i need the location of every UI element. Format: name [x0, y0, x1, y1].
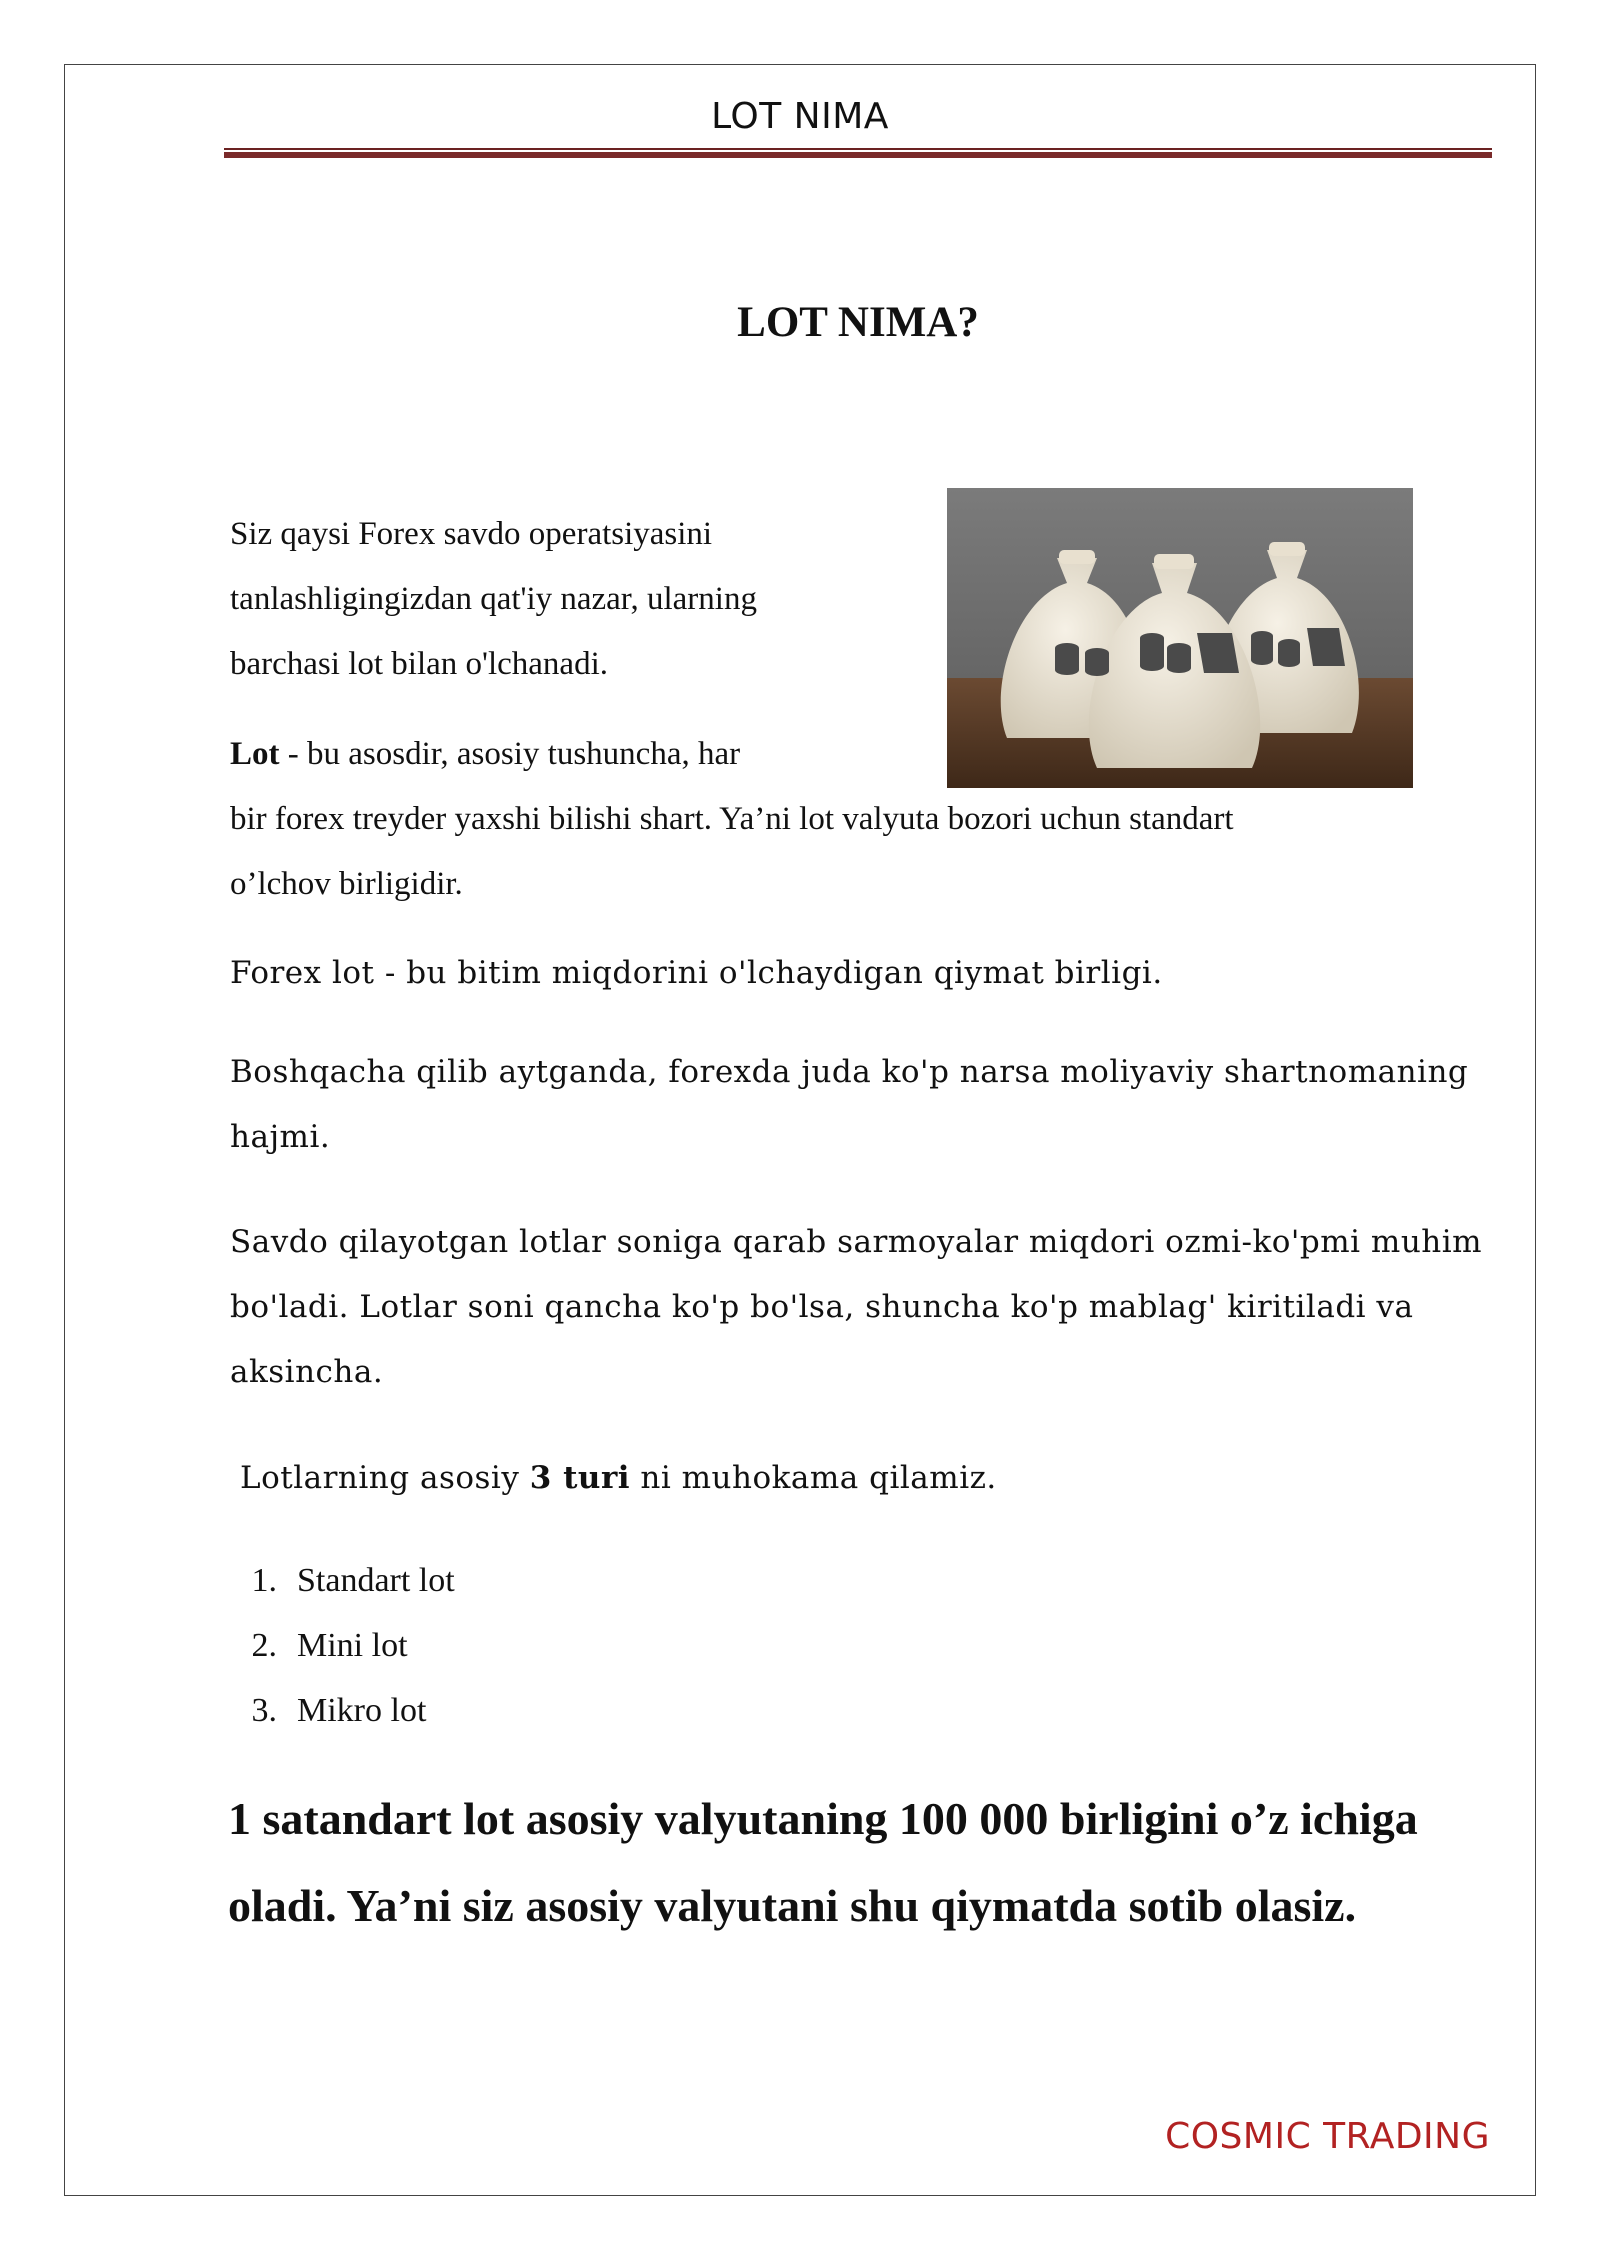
other-words-line-2: hajmi. [230, 1119, 331, 1155]
money-bags-image [947, 488, 1413, 788]
standard-lot-note [228, 1775, 1528, 1949]
list-label: Standart lot [297, 1562, 455, 1599]
lot-definition-rest: - bu asosdir, asosiy tushuncha, har [279, 736, 741, 772]
header-rule [224, 148, 1492, 158]
header-rule-thick [224, 152, 1492, 158]
intro-paragraph [230, 502, 757, 697]
standard-lot-note-line-2: oladi. Ya’ni siz asosiy valyutani shu qiymatda sotib olasiz. [228, 1880, 1357, 1931]
list-number: 3. [251, 1692, 277, 1729]
list-label: Mikro lot [297, 1692, 427, 1729]
list-label: Mini lot [297, 1627, 408, 1664]
list-item [227, 1548, 455, 1613]
other-words-line-1: Boshqacha qilib aytganda, forexda juda ko'p narsa moliyaviy shartnomaning [230, 1054, 1469, 1090]
intro-line-2: tanlashligingizdan qat'iy nazar, ularning [230, 581, 757, 617]
trading-line-2: bo'ladi. Lotlar soni qancha ko'p bo'lsa, shuncha ko'p mablag' kiritiladi va [230, 1289, 1414, 1325]
lot-types-list [227, 1548, 455, 1743]
intro-line-3: barchasi lot bilan o'lchanadi. [230, 646, 608, 682]
lot-definition-line-2: bir forex treyder yaxshi bilishi shart. Ya’ni lot valyuta bozori uchun standart [230, 801, 1234, 837]
lot-definition-line-3: o’lchov birligidir. [230, 866, 463, 902]
list-item [227, 1613, 455, 1678]
footer-brand: COSMIC TRADING [1165, 2116, 1490, 2157]
types-intro [240, 1460, 997, 1496]
list-number: 2. [251, 1627, 277, 1664]
list-item [227, 1678, 455, 1743]
trading-line-3: aksincha. [230, 1354, 384, 1390]
forex-lot-paragraph: Forex lot - bu bitim miqdorini o'lchaydigan qiymat birligi. [230, 955, 1163, 991]
lot-term: Lot [230, 736, 280, 772]
other-words-paragraph [230, 1040, 1468, 1170]
trading-paragraph [230, 1210, 1482, 1405]
types-intro-after: ni muhokama qilamiz. [630, 1460, 997, 1496]
intro-line-1: Siz qaysi Forex savdo operatsiyasini [230, 516, 713, 552]
list-number: 1. [251, 1562, 277, 1599]
standard-lot-note-line-1: 1 satandart lot asosiy valyutaning 100 000 birligini o’z ichiga [228, 1793, 1418, 1844]
types-intro-bold: 3 turi [529, 1460, 631, 1496]
trading-line-1: Savdo qilayotgan lotlar soniga qarab sarmoyalar miqdori ozmi-ko'pmi muhim [230, 1224, 1483, 1260]
header-title: LOT NIMA [711, 96, 889, 137]
page-title: LOT NIMA? [737, 299, 979, 346]
types-intro-before: Lotlarning asosiy [240, 1460, 530, 1496]
header-rule-thin [224, 148, 1492, 150]
